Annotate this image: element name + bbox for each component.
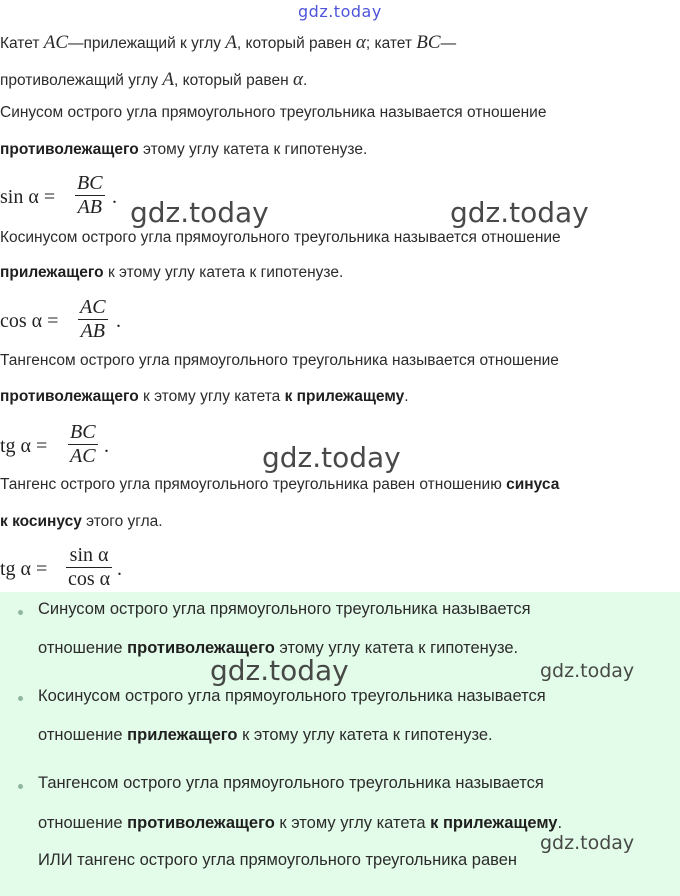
summary-item-cosine-line1: Косинусом острого угла прямоугольного треугольника называется — [38, 687, 546, 705]
summary-item-tangent-line2: отношение противолежащего к этому углу катета к прилежащему. — [38, 814, 563, 832]
bullet-marker — [18, 784, 23, 789]
sine-definition-line1: Синусом острого угла прямоугольного треугольника называется отношение — [0, 104, 547, 121]
cosine-definition-line1: Косинусом острого угла прямоугольного треугольника называется отношение — [0, 229, 561, 246]
tangent-definition-line2: противолежащего к этому углу катета к прилежащему. — [0, 388, 409, 405]
summary-item-cosine-line2: отношение прилежащего к этому углу катета к гипотенузе. — [38, 726, 493, 744]
cosine-formula: cos α = AC AB . — [0, 296, 121, 342]
tangent-ratio-line2: к косинусу этого угла. — [0, 513, 163, 530]
summary-item-tangent-line3: ИЛИ тангенс острого угла прямоугольного треугольника равен — [38, 851, 518, 869]
sine-formula: sin α = BC AB . — [0, 172, 117, 218]
bullet-marker — [18, 610, 23, 615]
watermark: gdz.today — [130, 196, 269, 229]
tangent-formula: tg α = BC AC . — [0, 421, 109, 467]
sine-definition-line2: противолежащего этому углу катета к гипотенузе. — [0, 141, 368, 158]
leg-description-line1: Катет AC—прилежащий к углу A, который равен α; катет BC— — [0, 32, 457, 53]
watermark: gdz.today — [540, 660, 635, 682]
watermark: gdz.today — [540, 832, 635, 854]
tangent-definition-line1: Тангенсом острого угла прямоугольного треугольника называется отношение — [0, 352, 559, 369]
tangent-ratio-formula: tg α = sin α cos α . — [0, 544, 122, 590]
summary-item-sine-line2: отношение противолежащего этому углу катета к гипотенузе. — [38, 639, 519, 657]
summary-item-sine-line1: Синусом острого угла прямоугольного треугольника называется — [38, 600, 531, 618]
watermark-top: gdz.today — [298, 2, 382, 21]
summary-item-tangent-line1: Тангенсом острого угла прямоугольного треугольника называется — [38, 774, 544, 792]
leg-description-line2: противолежащий углу A, который равен α. — [0, 69, 308, 90]
watermark: gdz.today — [262, 441, 401, 474]
watermark: gdz.today — [450, 196, 589, 229]
bullet-marker — [18, 696, 23, 701]
watermark: gdz.today — [210, 654, 349, 687]
tangent-ratio-line1: Тангенс острого угла прямоугольного треугольника равен отношению синуса — [0, 476, 560, 493]
cosine-definition-line2: прилежащего к этому углу катета к гипотенузе. — [0, 264, 344, 281]
